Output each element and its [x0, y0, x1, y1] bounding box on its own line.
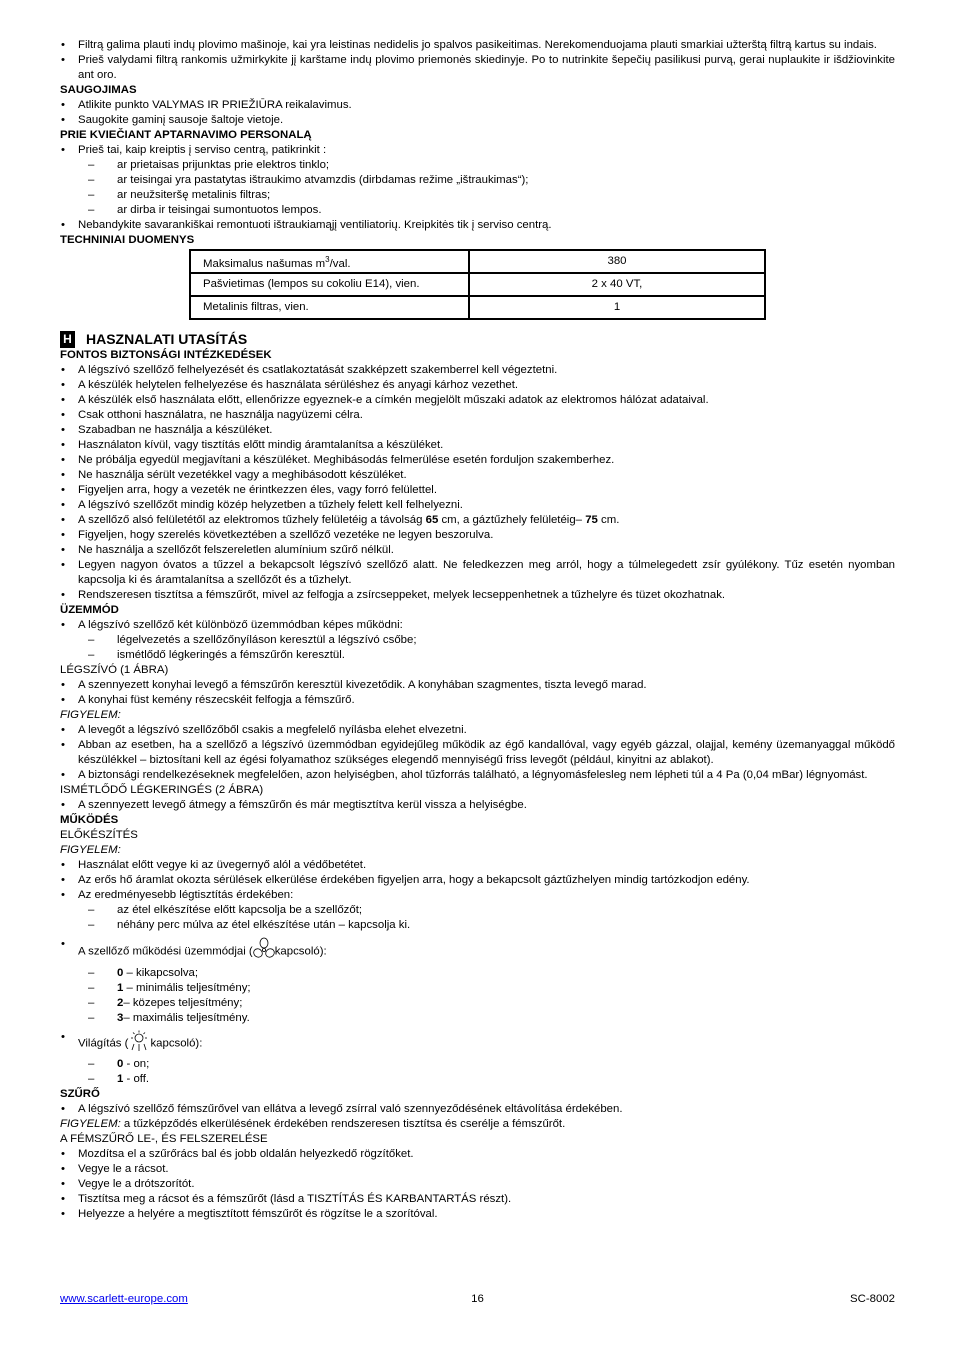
dash-marker: –: [88, 189, 95, 201]
bullet-marker: •: [61, 99, 65, 111]
mode-number: 1: [117, 1073, 124, 1085]
list-item: • Prieš tai, kaip kreiptis į serviso centrą, patikrinkit :: [61, 144, 327, 156]
list-item: • Csak otthoni használatra, ne használja nagyüzemi célra.: [61, 409, 363, 421]
fan-icon: [253, 937, 275, 966]
list-item: • Az eredményesebb légtisztítás érdekében:: [61, 889, 294, 901]
dash-marker: –: [88, 982, 95, 994]
dash-item: – ar teisingai yra pastatytas ištraukimo atvamzdis (dirbdamas režime „ištraukimas“);: [88, 174, 529, 186]
bullet-marker: •: [61, 529, 65, 541]
dash-item: – ismétlődő légkeringés a fémszűrőn keresztül.: [88, 649, 345, 661]
bullet-marker: •: [61, 1148, 65, 1160]
list-item: • Filtrą galima plauti indų plovimo mašinoje, kai yra leistinas nedidelis jo spalvos pasikeitimas. Nerekomenduojama plauti smarkiai užterštą filtrą kartus su indais.: [61, 39, 877, 51]
bullet-marker: •: [61, 799, 65, 811]
list-item: • Helyezze a helyére a megtisztított fémszűrőt és rögzítse le a szorítóval.: [61, 1208, 438, 1220]
list-item: • A szennyezett levegő átmegy a fémszűrőn és már megtisztítva kerül vissza a helyiségbe.: [61, 799, 527, 811]
mode-title: ÜZEMMÓD: [60, 604, 119, 616]
list-item: • Használaton kívül, vagy tisztítás előtt mindig áramtalanítsa a készüléket.: [61, 439, 444, 451]
bullet-marker: •: [61, 144, 65, 156]
exhaust-title: LÉGSZÍVÓ (1 ÁBRA): [60, 664, 169, 676]
table-row: [190, 250, 765, 273]
list-item: • A légszívó szellőző fémszűrővel van ellátva a levegő zsírral való szennyeződésének eltávolítása érdekében.: [61, 1103, 623, 1115]
list-item: • Ne használja a szellőzőt felszereletlen alumínium szűrő nélkül.: [61, 544, 394, 556]
dash-item: – 0 - on;: [88, 1058, 150, 1070]
bullet-marker: •: [61, 619, 65, 631]
bullet-marker: •: [61, 1103, 65, 1115]
list-item: • Saugokite gaminį sausoje šaltoje vietoje.: [61, 114, 284, 126]
dash-item: – légelvezetés a szellőzőnyíláson keresztül a légszívó csőbe;: [88, 634, 417, 646]
list-item: • Tisztítsa meg a rácsot és a fémszűrőt (lásd a TISZTÍTÁS ÉS KARBANTARTÁS részt).: [61, 1193, 512, 1205]
service-title: PRIE KVIEČIANT APTARNAVIMO PERSONALĄ: [60, 129, 312, 141]
fan-modes-item: • A szellőző működési üzemmódjai ( kapcsoló):: [60, 937, 895, 966]
mode-number: 0: [117, 1058, 124, 1070]
dash-marker: –: [88, 919, 95, 931]
bullet-marker: •: [61, 769, 65, 781]
tech-spec-table: [189, 249, 766, 320]
list-item: • A légszívó szellőző két különböző üzemmódban képes működni:: [61, 619, 403, 631]
list-item: • Figyeljen arra, hogy a vezeték ne érintkezzen éles, vagy forró felülettel.: [61, 484, 437, 496]
mode-number: 0: [117, 967, 124, 979]
dash-marker: –: [88, 634, 95, 646]
dash-marker: –: [88, 997, 95, 1009]
list-item: • A szellőző alsó felületétől az elektromos tűzhely felületéig a távolság 65 cm, a gáztűzhely felületéig– 75 cm.: [61, 514, 620, 526]
bullet-marker: •: [61, 409, 65, 421]
recirc-title: ISMÉTLŐDŐ LÉGKERINGÉS (2 ÁBRA): [60, 784, 264, 796]
dash-marker: –: [88, 649, 95, 661]
dash-item: – néhány perc múlva az étel elkészítése után – kapcsolja ki.: [88, 919, 411, 931]
operation-title: MŰKÖDÉS: [60, 814, 119, 826]
tech-title: TECHNINIAI DUOMENYS: [60, 234, 195, 246]
table-cell-value: 380: [469, 250, 765, 273]
list-item: • A szennyezett konyhai levegő a fémszűrőn keresztül kivezetődik. A konyhában szagmentes, tiszta levegő marad.: [61, 679, 647, 691]
list-item: • Ne használja sérült vezetékkel vagy a meghibásodott készüléket.: [61, 469, 407, 481]
hungarian-heading: [60, 331, 895, 348]
list-item: • A levegőt a légszívó szellőzőből csakis a megfelelő nyílásba elehet elvezetni.: [61, 724, 467, 736]
dash-item: – ar prietaisas prijunktas prie elektros tinklo;: [88, 159, 330, 171]
bullet-marker: •: [61, 1193, 65, 1205]
prep-title: ELŐKÉSZÍTÉS: [60, 829, 138, 841]
table-row: [190, 296, 765, 319]
bullet-marker: •: [61, 938, 65, 950]
dash-marker: –: [88, 1058, 95, 1070]
superscript: 3: [325, 254, 330, 264]
dash-item: – ar neužsiteršę metalinis filtras;: [88, 189, 271, 201]
list-item: • Vegye le a rácsot.: [61, 1163, 169, 1175]
bullet-marker: •: [61, 364, 65, 376]
mode-number: 2: [117, 997, 124, 1009]
bullet-marker: •: [61, 1163, 65, 1175]
dash-item: – 1 - off.: [88, 1073, 150, 1085]
bullet-marker: •: [61, 544, 65, 556]
document-page: [60, 38, 895, 1222]
dash-marker: –: [88, 1073, 95, 1085]
page-number: 16: [471, 1293, 484, 1305]
light-icon: [128, 1030, 150, 1057]
footer-link[interactable]: www.scarlett-europe.com: [60, 1293, 188, 1305]
dash-item: – 3– maximális teljesítmény.: [88, 1012, 250, 1024]
bullet-marker: •: [61, 1031, 65, 1043]
list-item: • A légszívó szellőzőt mindig közép helyzetben a tűzhely felett kell felhelyezni.: [61, 499, 463, 511]
list-item: • Vegye le a drótszorítót.: [61, 1178, 195, 1190]
list-item: • Abban az esetben, ha a szellőző a légszívó üzemmódban egyidejűleg működik az égő kandallóval, vagy egyéb gázzal, olajjal, kemény üzemanyaggal működő készülékkel – biztosítani kell az égési folyamathoz szükséges elegendő mennyiségű friss levegőt (például, kinyitni az ablakot).: [61, 739, 895, 766]
bullet-marker: •: [61, 394, 65, 406]
table-row: [190, 273, 765, 296]
bullet-marker: •: [61, 439, 65, 451]
mode-number: 1: [117, 982, 124, 994]
table-cell-label: Pašvietimas (lempos su cokoliu E14), vien.: [190, 273, 469, 296]
filter-title: SZŰRŐ: [60, 1088, 100, 1100]
list-item: • Atlikite punkto VALYMAS IR PRIEŽIŪRA reikalavimus.: [61, 99, 352, 111]
bullet-marker: •: [61, 739, 65, 751]
bullet-marker: •: [61, 54, 65, 66]
bullet-marker: •: [61, 454, 65, 466]
dash-item: – 1 – minimális teljesítmény;: [88, 982, 251, 994]
bullet-marker: •: [61, 424, 65, 436]
bullet-marker: •: [61, 679, 65, 691]
bullet-marker: •: [61, 889, 65, 901]
list-item: • Figyeljen, hogy szerelés következtében a szellőző vezetéke ne legyen beszorulva.: [61, 529, 494, 541]
bullet-marker: •: [61, 514, 65, 526]
dash-marker: –: [88, 1012, 95, 1024]
dash-marker: –: [88, 204, 95, 216]
list-item: • Ne próbálja egyedül megjavítani a készüléket. Meghibásodás felmerülése esetén forduljon szakemberhez.: [61, 454, 615, 466]
list-item: • A konyhai füst kemény részecskéit felfogja a fémszűrő.: [61, 694, 355, 706]
mode-number: 3: [117, 1012, 124, 1024]
bullet-marker: •: [61, 1208, 65, 1220]
bullet-marker: •: [61, 484, 65, 496]
attention-label: FIGYELEM:: [60, 1118, 121, 1130]
dash-marker: –: [88, 159, 95, 171]
language-badge: H: [60, 331, 75, 348]
page-footer: [60, 1292, 895, 1307]
section-heading: HASZNALATI UTASÍTÁS: [86, 331, 248, 347]
list-item: • Prieš valydami filtrą rankomis užmirkykite jį karštame indų plovimo priemonės skiedinyje. Po to nutrinkite šepečių pasilikusi purvą, gerai nuplaukite ir išdžiovinkite ant oro.: [61, 54, 895, 81]
bullet-marker: •: [61, 219, 65, 231]
model-number: SC-8002: [850, 1293, 895, 1305]
bullet-marker: •: [61, 379, 65, 391]
dash-item: – 0 – kikapcsolva;: [88, 967, 199, 979]
light-modes-item: • Világítás ( kapcsoló):: [60, 1030, 895, 1057]
attention-label: FIGYELEM:: [60, 709, 121, 721]
bullet-marker: •: [61, 859, 65, 871]
list-item: • A biztonsági rendelkezéseknek megfelelően, azon helyiségben, ahol tűzforrás található, a légnyomásfelesleg nem lépheti túl a 4 Pa (0,04 mBar) légnyomást.: [61, 769, 868, 781]
table-cell-label: Metalinis filtras, vien.: [190, 296, 469, 319]
safety-title: FONTOS BIZTONSÁGI INTÉZKEDÉSEK: [60, 349, 272, 361]
distance-gas: 75: [585, 514, 598, 526]
dash-item: – 2– közepes teljesítmény;: [88, 997, 243, 1009]
table-cell-label: Maksimalus našumas $m^3$/val.: [190, 250, 469, 273]
list-item: • Nebandykite savarankiškai remontuoti ištraukiamąjį ventiliatorių. Kreipkitės tik į serviso centrą.: [61, 219, 552, 231]
lithuanian-section: [60, 38, 895, 320]
bullet-marker: •: [61, 874, 65, 886]
list-item: • Szabadban ne használja a készüléket.: [61, 424, 273, 436]
bullet-marker: •: [61, 724, 65, 736]
bullet-marker: •: [61, 499, 65, 511]
bullet-marker: •: [61, 469, 65, 481]
dash-item: – ar dirba ir teisingai sumontuotos lempos.: [88, 204, 322, 216]
table-cell-value: 1: [469, 296, 765, 319]
bullet-marker: •: [61, 1178, 65, 1190]
list-item: • Rendszeresen tisztítsa a fémszűrőt, mivel az felfogja a zsírcseppeket, melyek lecseppenhetnek a tűzhelyre és tüzet okozhatnak.: [61, 589, 726, 601]
table-cell-value: 2 x 40 VT,: [469, 273, 765, 296]
list-item: • Használat előtt vegye ki az üvegernyő alól a védőbetétet.: [61, 859, 367, 871]
list-item: • Legyen nagyon óvatos a tűzzel a bekapcsolt légszívó szellőző alatt. Ne feledkezzen meg arról, hogy a túlmelegedett zsír gyúlékony. Tűz esetén nyomban kapcsolja ki és áramtalanítsa a szellőzőt és a tűzhelyt.: [61, 559, 895, 586]
list-item: • A készülék helytelen felhelyezése és használata sérüléshez és anyagi kárhoz vezethet.: [61, 379, 519, 391]
hungarian-section: [60, 331, 895, 1222]
bullet-marker: •: [61, 589, 65, 601]
list-item: • Mozdítsa el a szűrőrács bal és jobb oldalán helyezkedő rögzítőket.: [61, 1148, 414, 1160]
filter-note: FIGYELEM: a tűzképződés elkerülésének érdekében rendszeresen tisztítsa és cserélje a fémszűrőt.: [60, 1118, 566, 1130]
dash-marker: –: [88, 174, 95, 186]
dash-item: – az étel elkészítése előtt kapcsolja be a szellőzőt;: [88, 904, 363, 916]
list-item: • A készülék első használata előtt, ellenőrizze egyeznek-e a címkén megjelölt műszaki adatok az elektromos hálózat adataival.: [61, 394, 709, 406]
removal-title: A FÉMSZŰRŐ LE-, ÉS FELSZERELÉSE: [60, 1133, 268, 1145]
dash-marker: –: [88, 904, 95, 916]
bullet-marker: •: [61, 694, 65, 706]
attention-label: FIGYELEM:: [60, 844, 121, 856]
list-item: • Az erős hő áramlat okozta sérülések elkerülése érdekében figyeljen arra, hogy a bekapcsolt gáztűzhelyen mindig tartózkodjon edény.: [61, 874, 750, 886]
bullet-marker: •: [61, 114, 65, 126]
dash-marker: –: [88, 967, 95, 979]
bullet-marker: •: [61, 39, 65, 51]
distance-electric: 65: [425, 514, 439, 526]
list-item: • A légszívó szellőző felhelyezését és csatlakoztatását szakképzett szakemberrel kell végeztetni.: [61, 364, 558, 376]
storage-title: SAUGOJIMAS: [60, 84, 137, 96]
bullet-marker: •: [61, 559, 65, 571]
